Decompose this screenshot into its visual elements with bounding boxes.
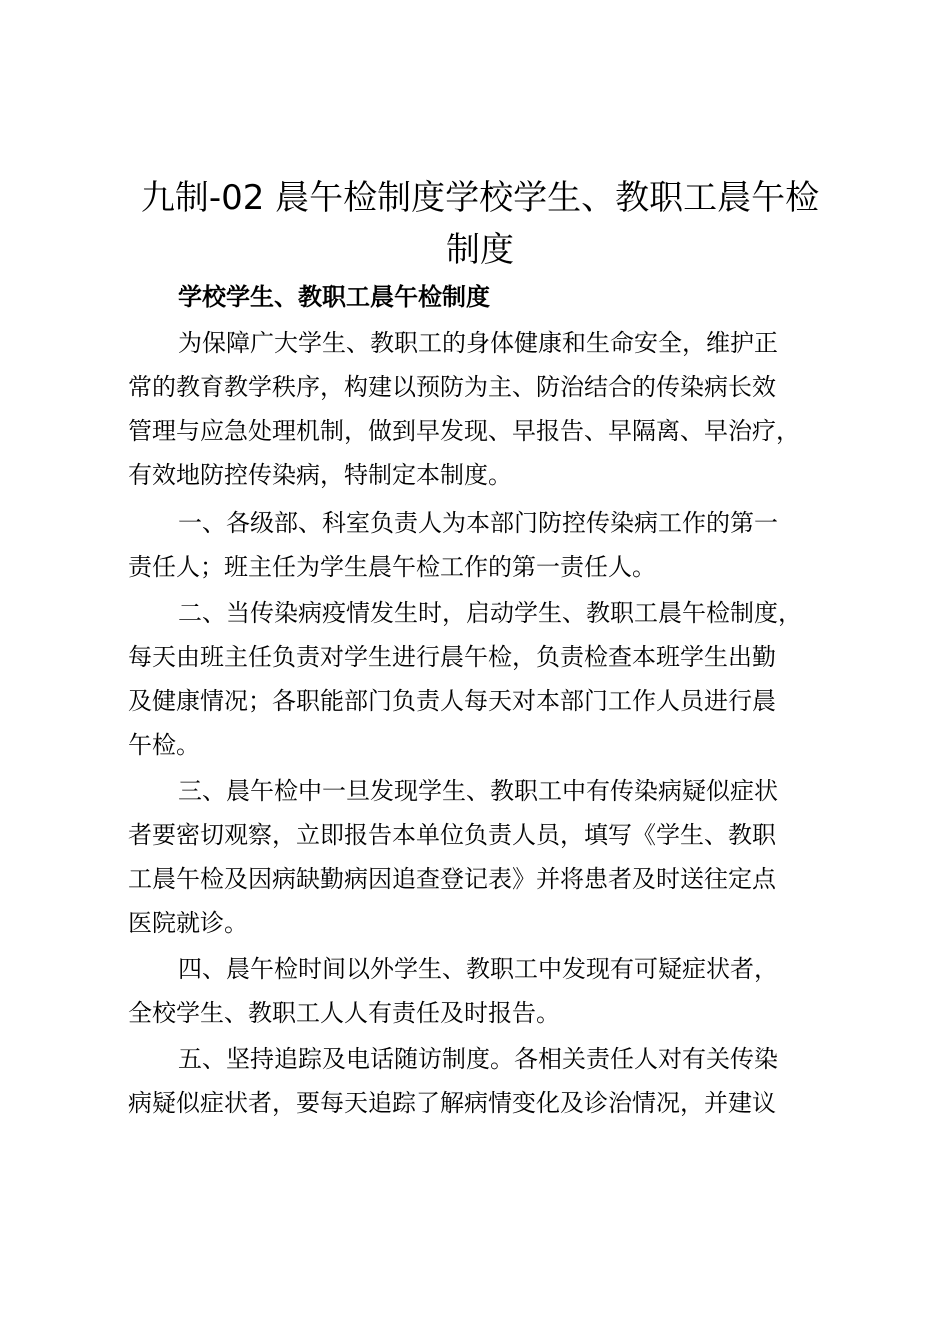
- clause-1-line-2: 责任人；班主任为学生晨午检工作的第一责任人。: [128, 553, 656, 581]
- clause-2-line-4: 午检。: [128, 731, 200, 759]
- clause-3-line-4: 医院就诊。: [128, 909, 248, 937]
- intro-paragraph-line-4: 有效地防控传染病，特制定本制度。: [128, 461, 512, 489]
- clause-5-line-1: 五、坚持追踪及电话随访制度。各相关责任人对有关传染: [178, 1045, 778, 1073]
- document-title-line-1: 九制-02 晨午检制度学校学生、教职工晨午检: [140, 178, 820, 218]
- clause-2-line-3: 及健康情况；各职能部门负责人每天对本部门工作人员进行晨: [128, 687, 776, 715]
- clause-2-line-1: 二、当传染病疫情发生时，启动学生、教职工晨午检制度，: [178, 599, 802, 627]
- clause-3-line-1: 三、晨午检中一旦发现学生、教职工中有传染病疑似症状: [178, 777, 778, 805]
- clause-2-line-2: 每天由班主任负责对学生进行晨午检，负责检查本班学生出勤: [128, 643, 776, 671]
- clause-3-line-3: 工晨午检及因病缺勤病因追查登记表》并将患者及时送往定点: [128, 865, 776, 893]
- clause-5-line-2: 病疑似症状者，要每天追踪了解病情变化及诊治情况，并建议: [128, 1089, 776, 1117]
- clause-4-line-1: 四、晨午检时间以外学生、教职工中发现有可疑症状者，: [178, 955, 778, 983]
- document-title: [100, 172, 860, 276]
- intro-paragraph-line-1: 为保障广大学生、教职工的身体健康和生命安全，维护正: [178, 329, 778, 357]
- intro-paragraph-line-2: 常的教育教学秩序，构建以预防为主、防治结合的传染病长效: [128, 373, 776, 401]
- document-title-line-2: 制度: [446, 230, 514, 270]
- clause-4-line-2: 全校学生、教职工人人有责任及时报告。: [128, 999, 560, 1027]
- clause-1-line-1: 一、各级部、科室负责人为本部门防控传染病工作的第一: [178, 509, 778, 537]
- document-subtitle: 学校学生、教职工晨午检制度: [178, 283, 490, 311]
- intro-paragraph-line-3: 管理与应急处理机制，做到早发现、早报告、早隔离、早治疗，: [128, 417, 800, 445]
- clause-3-line-2: 者要密切观察，立即报告本单位负责人员，填写《学生、教职: [128, 821, 776, 849]
